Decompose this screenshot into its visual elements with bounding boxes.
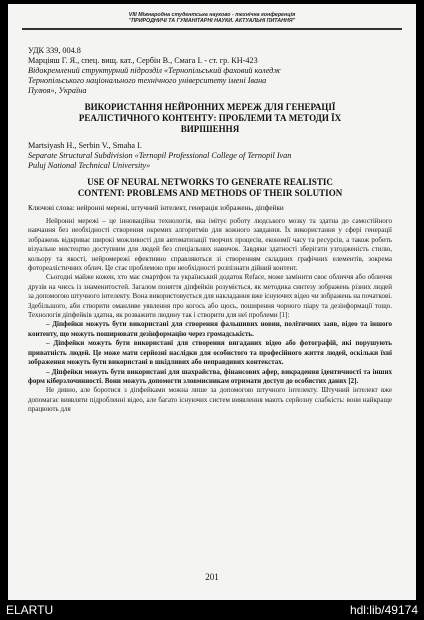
conference-header-line-2: "ПРИРОДНИЧІ ТА ГУМАНІТАРНІ НАУКИ. АКТУАЛЬНІ ПИТАННЯ" (128, 18, 296, 25)
title-en-line-1: USE OF NEURAL NETWORKS TO GENERATE REALISTIC (87, 177, 333, 187)
keywords: Ключові слова: нейронні мережі, штучний інтелект, генерація зображень, діпфейки (28, 204, 284, 212)
affiliation-ua-line-1: Відокремлений структурний підрозділ «Тернопільський фаховий коледж (28, 66, 281, 75)
udc-code: УДК 339, 004.8 (28, 46, 81, 55)
paragraph: Нейронні мережі – це інноваційна технологія, яка імітує роботу людського мозку та здатна до самостійного навчання без необхідності створення окремих алгоритмів для кожного завдання. Їх використання у сфері генерації зображень відкриває широкі можливості для автоматизації творчих процесів, економії часу та ресурсів, а також робить візуальне мистецтво доступним для людей без спеціальних навичок. Завдяки здатності зберігати узгодженість стилю, кольору та якості, нейромережі ефективно справляються зі створенням складних графічних елементів, зокрема фотореалістичних облич. Це стає проблемою при необхідності розпізнати дійний контент. (28, 217, 392, 273)
affiliation-ua-line-2: Тернопільського національного технічного університету імені Івана (28, 76, 267, 85)
repository-footer (0, 600, 424, 620)
title-en-line-2: CONTENT: PROBLEMS AND METHODS OF THEIR SOLUTION (77, 188, 343, 198)
handle-id: hdl:lib/49174 (349, 603, 418, 617)
document-page (8, 4, 416, 600)
body-text (28, 217, 392, 415)
title-ua-line-2: РЕАЛІСТИЧНОГО КОНТЕНТУ: ПРОБЛЕМИ ТА МЕТОДИ ЇХ (78, 113, 342, 123)
conference-header-line-1: VIII Міжнародна студентська науково - технічна конференція (128, 12, 296, 18)
affiliation-ua-line-3: Пулюя», Україна (28, 86, 87, 95)
article-body (28, 46, 392, 415)
bullet-paragraph: – Діпфейки можуть бути використані для шахрайства, фінансових афер, викрадення ідентичності та інших форм кіберзлочинності. Вони можуть допомогти зловмисникам отримати доступ до особистих даних [2]. (28, 367, 392, 385)
header-rule (22, 29, 402, 30)
affiliation-en-line-1: Separate Structural Subdivision «Ternopil Professional College of Ternopil Ivan (28, 151, 292, 160)
bullet-paragraph: – Діпфейки можуть бути використані для створення фальшивих новин, політичних заяв, відео та іншого контенту, що можуть поширювати дезінформацію через громадськість. (28, 320, 392, 338)
repository-name: ELARTU (6, 603, 54, 617)
title-ua-line-1: ВИКОРИСТАННЯ НЕЙРОННИХ МЕРЕЖ ДЛЯ ГЕНЕРАЦІЇ (84, 102, 336, 112)
title-en (28, 177, 392, 199)
affiliation-en-line-2: Puluj National Technical University» (28, 161, 151, 170)
authors-en: Martsiyash H., Serbin V., Smaha I. (28, 141, 142, 150)
page-number: 201 (205, 572, 219, 582)
conference-header (8, 12, 416, 24)
title-ua-line-3: ВИРІШЕННЯ (180, 124, 240, 134)
paragraph: Не дивно, але боротися з діпфейками можна лише за допомогою штучного інтелекту. Штучний інтелект вже допомагає виявляти підробленні відео, але багато існуючих систем виявлення мають серйозну слабкість: вони найкраще працюють для (28, 386, 392, 414)
paragraph: Сьогодні майже кожен, хто має смартфон та український додаток Reface, може замінити своє обличчя або обличчя друзів на чиєсь із знаменитостей. Загалом поняття діпфейків розуміється, як методика синтезу зображень різних людей за допомогою штучного інтелекту. Вона використовується для накладання вже існуючих відео чи зображень на початкові. Здебільшого, аби створити оманливе уявлення про когось або щось, поширення чорного піару та дезінформації тощо. Технологія діпфейків здатна, як розважити людину так і створити для неї проблеми [1]: (28, 273, 392, 320)
bullet-paragraph: – Діпфейки можуть бути використані для створення вигаданих відео або фотографій, які порушують приватність людей. Це може мати серйозні наслідки для особистого та професійного життя людей, оскільки їхні зображення можуть бути використані в шкідливих або неправдивих контекстах. (28, 339, 392, 367)
authors-ua: Марціяш Г. Я., спец. вищ. кат., Сербін В., Смага І. - ст. гр. КН-423 (28, 56, 258, 65)
title-ua (28, 102, 392, 135)
